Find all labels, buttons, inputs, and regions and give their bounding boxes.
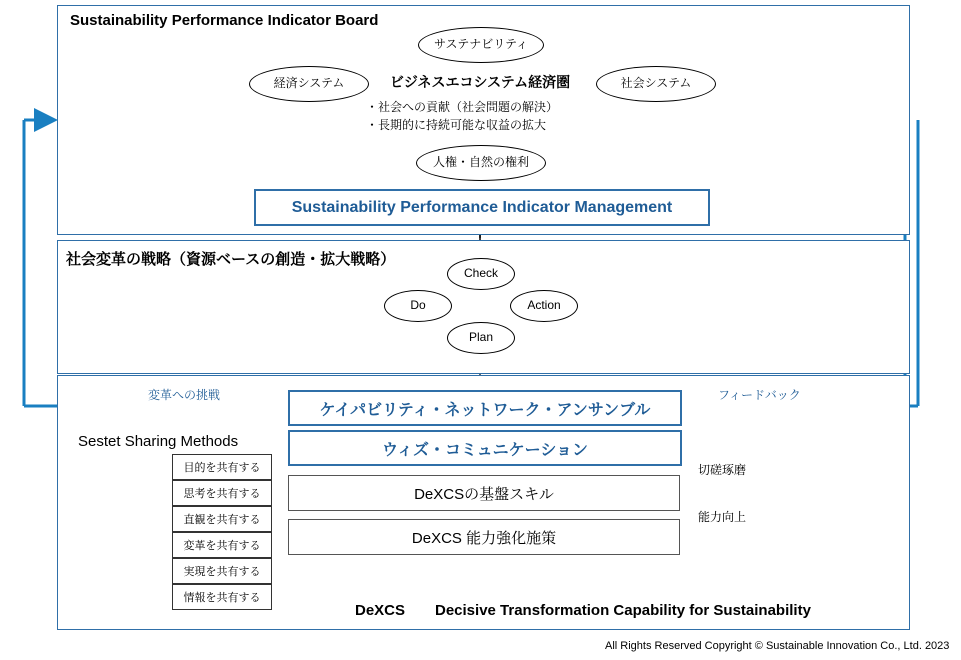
sestet-item-0[interactable]: 目的を共有する (172, 454, 272, 480)
ecosystem-center-title: ビジネスエコシステム経済圏 (389, 74, 571, 90)
challenge-label: 変革への挑戦 (148, 388, 221, 402)
capability-network-ensemble-bar[interactable]: ケイパビリティ・ネットワーク・アンサンブル (288, 390, 682, 426)
sestet-item-2[interactable]: 直観を共有する (172, 506, 272, 532)
pdca-action-node: Action (510, 290, 578, 322)
board-title: Sustainability Performance Indicator Board (70, 12, 379, 29)
capability-improve-label: 能力向上 (698, 510, 747, 524)
sestet-item-1[interactable]: 思考を共有する (172, 480, 272, 506)
ecosystem-right-node: 社会システム (596, 66, 716, 102)
pdca-check-node: Check (447, 258, 515, 290)
dexcs-abbr: DeXCS (355, 602, 406, 619)
whetstone-label: 切磋琢磨 (698, 463, 747, 477)
ecosystem-center-line1: ・社会への貢献（社会問題の解決） (366, 100, 559, 114)
pdca-plan-node: Plan (447, 322, 515, 354)
sestet-item-4[interactable]: 実現を共有する (172, 558, 272, 584)
footer-copyright: All Rights Reserved Copyright © Sustainable Innovation Co., Ltd. 2023 (605, 640, 950, 652)
dexcs-full: Decisive Transformation Capability for Sustainability (435, 602, 811, 619)
dexcs-base-skill-bar[interactable]: DeXCSの基盤スキル (288, 475, 680, 511)
pdca-do-node: Do (384, 290, 452, 322)
spi-management-bar[interactable]: Sustainability Performance Indicator Management (254, 189, 710, 226)
sestet-item-5[interactable]: 情報を共有する (172, 584, 272, 610)
ecosystem-top-node: サステナビリティ (418, 27, 544, 63)
strategy-title: 社会変革の戦略（資源ベースの創造・拡大戦略） (66, 251, 396, 268)
ecosystem-bottom-node: 人権・自然の権利 (416, 145, 546, 181)
dexcs-enhancement-bar[interactable]: DeXCS 能力強化施策 (288, 519, 680, 555)
ecosystem-center-line2: ・長期的に持続可能な収益の拡大 (366, 118, 547, 132)
with-communication-bar[interactable]: ウィズ・コミュニケーション (288, 430, 682, 466)
sestet-item-3[interactable]: 変革を共有する (172, 532, 272, 558)
feedback-label: フィードバック (718, 388, 801, 402)
sestet-title: Sestet Sharing Methods (78, 433, 239, 450)
ecosystem-left-node: 経済システム (249, 66, 369, 102)
